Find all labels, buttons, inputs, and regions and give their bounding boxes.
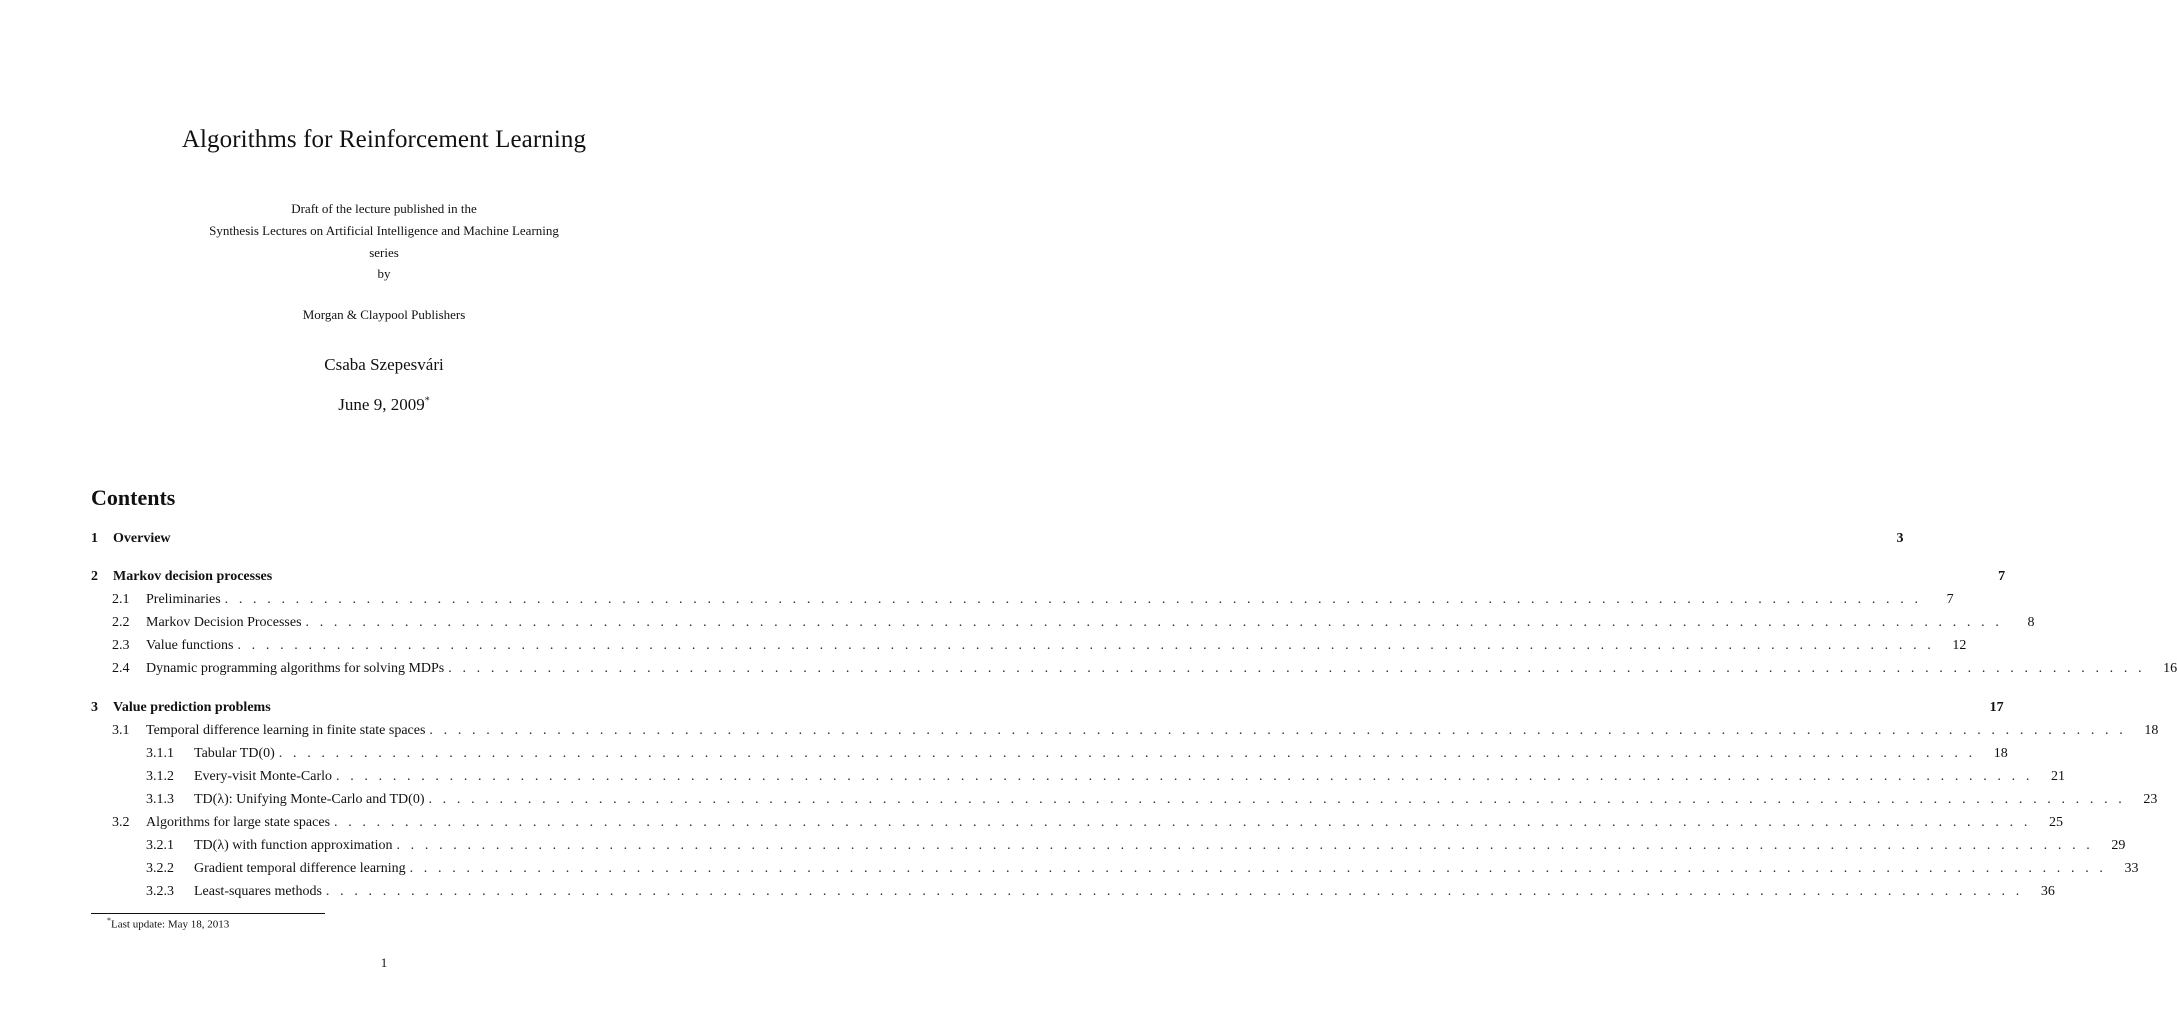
subtitle-line-4: by — [377, 266, 391, 281]
toc-entry-number: 3.1 — [112, 723, 130, 738]
toc-entry-page: 21 — [2050, 769, 2065, 784]
toc-entry-number: 3.2 — [112, 815, 130, 830]
toc-entry-label: Value functions — [146, 638, 234, 653]
toc-entry-page: 8 — [2027, 615, 2035, 630]
toc-entry-3-2-2[interactable] — [91, 861, 2139, 881]
toc-leader-dots: . . . . . . . . . . . . . . . . . . . . . . . . . . . . . . . . . . . . . . . . . . . . . . . . . . . . . . . . . . . . . . . . . . . . . . . . . . . . . . . . . . . . . . . . . . . . . . . . . . . . . . . . . . . . . . . . . . . . . . . . — [336, 769, 2033, 784]
toc-entry-page: 12 — [1952, 638, 1967, 653]
toc-leader-dots: . . . . . . . . . . . . . . . . . . . . . . . . . . . . . . . . . . . . . . . . . . . . . . . . . . . . . . . . . . . . . . . . . . . . . . . . . . . . . . . . . . . . . . . . . . . . . . . . . . . . . . . . . . . . . . . . . . . . . . . . — [278, 746, 1976, 761]
toc-entry-number: 3.1.1 — [146, 746, 174, 761]
toc-entry-label: Algorithms for large state spaces — [146, 815, 331, 830]
toc-entry-3-2-3[interactable] — [91, 884, 2055, 904]
toc-entry-page: 25 — [2048, 815, 2063, 830]
subtitle-line-1: Draft of the lecture published in the — [291, 201, 477, 216]
toc-leader-dots: . . . . . . . . . . . . . . . . . . . . . . . . . . . . . . . . . . . . . . . . . . . . . . . . . . . . . . . . . . . . . . . . . . . . . . . . . . . . . . . . . . . . . . . . . . . . . . . . . . . . . . . . . . . . . . . . . . . . . . . . — [305, 615, 2003, 630]
toc-entry-number: 2.1 — [112, 592, 130, 607]
toc-entry-3-2-1[interactable] — [91, 838, 2126, 858]
toc-entry-2-1[interactable] — [91, 592, 1954, 612]
toc-entry-label: Gradient temporal difference learning — [194, 861, 406, 876]
footnote-text: Last update: May 18, 2013 — [111, 918, 230, 931]
toc-entry-page: 17 — [1989, 700, 2004, 715]
toc-entry-page: 18 — [2144, 723, 2159, 738]
toc-entry-3-1-2[interactable] — [91, 769, 2065, 789]
toc-entry-page: 3 — [1896, 531, 1904, 546]
toc-entry-page: 18 — [1993, 746, 2008, 761]
toc-entry-page: 23 — [2143, 792, 2158, 807]
toc-entry-number: 3.2.2 — [146, 861, 174, 876]
toc-leader-dots: . . . . . . . . . . . . . . . . . . . . . . . . . . . . . . . . . . . . . . . . . . . . . . . . . . . . . . . . . . . . . . . . . . . . . . . . . . . . . . . . . . . . . . . . . . . . . . . . . . . . . . . . . . . . . . . . . . . . . . . . — [428, 792, 2126, 807]
subtitle-line-2: Synthesis Lectures on Artificial Intelligence and Machine Learning — [209, 223, 559, 238]
toc-entry-2[interactable] — [91, 569, 2006, 589]
toc-leader-dots: . . . . . . . . . . . . . . . . . . . . . . . . . . . . . . . . . . . . . . . . . . . . . . . . . . . . . . . . . . . . . . . . . . . . . . . . . . . . . . . . . . . . . . . . . . . . . . . . . . . . . . . . . . . . . . . . . . . . . . . . — [396, 838, 2094, 853]
toc-entry-2-2[interactable] — [91, 615, 2035, 635]
toc-entry-3-2[interactable] — [91, 815, 2063, 835]
publisher: Morgan & Claypool Publishers — [302, 307, 466, 322]
toc-entry-label: Tabular TD(0) — [194, 746, 275, 761]
toc-entry-number: 3.2.1 — [146, 838, 174, 853]
toc-entry-number: 3.1.3 — [146, 792, 174, 807]
toc-entry-label: Least-squares methods — [194, 884, 322, 899]
toc-entry-label: Markov Decision Processes — [146, 615, 302, 630]
footnote-rule — [91, 913, 325, 914]
toc-entry-label: Dynamic programming algorithms for solving MDPs — [146, 661, 445, 676]
toc-entry-3-1-3[interactable] — [91, 792, 2158, 812]
toc-entry-page: 36 — [2040, 884, 2055, 899]
toc-entry-number: 2.3 — [112, 638, 130, 653]
toc-entry-page: 16 — [2163, 661, 2177, 676]
author-name: Csaba Szepesvári — [324, 355, 444, 374]
document-title: Algorithms for Reinforcement Learning — [181, 126, 587, 153]
toc-entry-2-3[interactable] — [91, 638, 1967, 658]
footnote — [107, 916, 229, 931]
document-date — [0, 395, 768, 415]
toc-entry-label: Temporal difference learning in finite state spaces — [146, 723, 426, 738]
toc-leader-dots: . . . . . . . . . . . . . . . . . . . . . . . . . . . . . . . . . . . . . . . . . . . . . . . . . . . . . . . . . . . . . . . . . . . . . . . . . . . . . . . . . . . . . . . . . . . . . . . . . . . . . . . . . . . . . . . . . . . . . . . . — [325, 884, 2023, 899]
toc-entry-3-1[interactable] — [91, 723, 2159, 743]
toc-entry-number: 2.2 — [112, 615, 130, 630]
toc-entry-page: 33 — [2124, 861, 2139, 876]
toc-entry-label: TD(λ): Unifying Monte-Carlo and TD(0) — [194, 792, 425, 807]
toc-entry-label: Every-visit Monte-Carlo — [194, 769, 333, 784]
toc-leader-dots: . . . . . . . . . . . . . . . . . . . . . . . . . . . . . . . . . . . . . . . . . . . . . . . . . . . . . . . . . . . . . . . . . . . . . . . . . . . . . . . . . . . . . . . . . . . . . . . . . . . . . . . . . . . . . . . . . . . . . . . . — [224, 592, 1922, 607]
toc-entry-3[interactable] — [91, 700, 2004, 720]
toc-entry-page: 7 — [1998, 569, 2006, 584]
toc-leader-dots: . . . . . . . . . . . . . . . . . . . . . . . . . . . . . . . . . . . . . . . . . . . . . . . . . . . . . . . . . . . . . . . . . . . . . . . . . . . . . . . . . . . . . . . . . . . . . . . . . . . . . . . . . . . . . . . . . . . . . . . . — [237, 638, 1935, 653]
toc-leader-dots: . . . . . . . . . . . . . . . . . . . . . . . . . . . . . . . . . . . . . . . . . . . . . . . . . . . . . . . . . . . . . . . . . . . . . . . . . . . . . . . . . . . . . . . . . . . . . . . . . . . . . . . . . . . . . . . . . . . . . . . . — [429, 723, 2127, 738]
toc-entry-number: 2 — [91, 569, 98, 584]
date-footnote-mark: * — [424, 395, 430, 407]
toc-leader-dots: . . . . . . . . . . . . . . . . . . . . . . . . . . . . . . . . . . . . . . . . . . . . . . . . . . . . . . . . . . . . . . . . . . . . . . . . . . . . . . . . . . . . . . . . . . . . . . . . . . . . . . . . . . . . . . . . . . . . . . . . — [334, 815, 2031, 830]
toc-entry-page: 7 — [1946, 592, 1954, 607]
subtitle-line-3: series — [369, 245, 399, 260]
toc-entry-number: 3 — [91, 700, 98, 715]
toc-entry-page: 29 — [2111, 838, 2126, 853]
toc-entry-label: Value prediction problems — [113, 700, 271, 715]
toc-entry-number: 1 — [91, 531, 98, 546]
footnote-mark: * — [107, 916, 111, 925]
page-number: 1 — [380, 955, 388, 970]
date-text: June 9, 2009 — [338, 395, 425, 414]
toc-entry-label: Overview — [113, 531, 171, 546]
toc-entry-3-1-1[interactable] — [91, 746, 2008, 766]
toc-entry-label: Markov decision processes — [113, 569, 273, 584]
contents-heading: Contents — [91, 485, 176, 510]
toc-entry-number: 2.4 — [112, 661, 130, 676]
toc-leader-dots: . . . . . . . . . . . . . . . . . . . . . . . . . . . . . . . . . . . . . . . . . . . . . . . . . . . . . . . . . . . . . . . . . . . . . . . . . . . . . . . . . . . . . . . . . . . . . . . . . . . . . . . . . . . . . . . . . . . . . . . . — [409, 861, 2107, 876]
toc-leader-dots: . . . . . . . . . . . . . . . . . . . . . . . . . . . . . . . . . . . . . . . . . . . . . . . . . . . . . . . . . . . . . . . . . . . . . . . . . . . . . . . . . . . . . . . . . . . . . . . . . . . . . . . . . . . . . . . . . . . . . . . . — [448, 661, 2146, 676]
toc-entry-label: TD(λ) with function approximation — [194, 838, 393, 853]
toc-entry-2-4[interactable] — [91, 661, 2177, 681]
toc-entry-1[interactable] — [91, 531, 1904, 551]
toc-entry-number: 3.1.2 — [146, 769, 174, 784]
toc-entry-number: 3.2.3 — [146, 884, 174, 899]
toc-entry-label: Preliminaries — [146, 592, 221, 607]
